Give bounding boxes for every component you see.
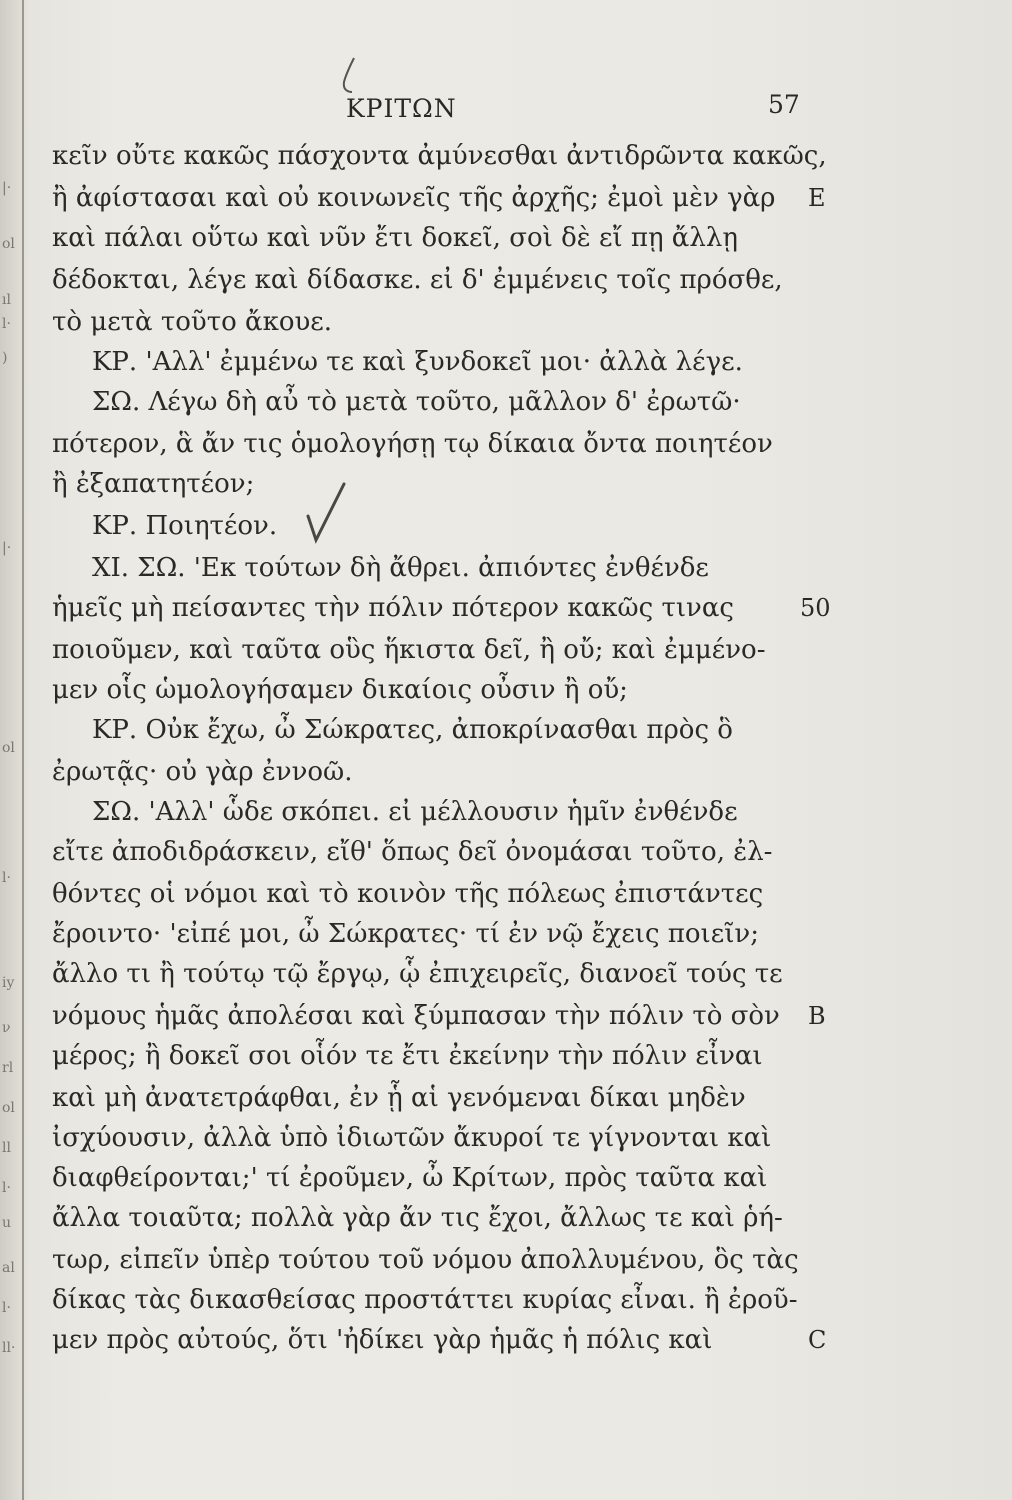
text-line: διαφθείρονται;' τί ἐροῦμεν, ὦ Κρίτων, πρὸς ταῦτα καὶ	[52, 1163, 768, 1193]
speaker-line: ΚΡ. 'Αλλ' ἐμμένω τε καὶ ξυνδοκεῖ μοι· ἀλλὰ λέγε.	[92, 347, 743, 377]
edge-mark: )	[2, 350, 8, 366]
margin-line-number: 50	[800, 594, 831, 622]
text-line: μέρος; ἢ δοκεῖ σοι οἷόν τε ἔτι ἐκείνην τὴν πόλιν εἶναι	[52, 1041, 763, 1071]
edge-mark: u	[2, 1215, 12, 1231]
edge-mark: ol	[2, 740, 15, 756]
speaker-line: ΣΩ. Λέγω δὴ αὖ τὸ μετὰ τοῦτο, μᾶλλον δ' ἐρωτῶ·	[92, 387, 741, 417]
edge-mark: ıl	[2, 292, 11, 308]
speaker-line: ΚΡ. Οὐκ ἔχω, ὦ Σώκρατες, ἀποκρίνασθαι πρὸς ὃ	[92, 715, 733, 745]
running-header	[0, 78, 1012, 128]
text-line: ἄλλο τι ἢ τούτῳ τῷ ἔργῳ, ᾧ ἐπιχειρεῖς, διανοεῖ τούς τε	[52, 959, 783, 989]
edge-mark: l·	[2, 1180, 11, 1196]
text-line: νόμους ἡμᾶς ἀπολέσαι καὶ ξύμπασαν τὴν πόλιν τὸ σὸν	[52, 1001, 780, 1031]
text-line: τωρ, εἰπεῖν ὑπὲρ τούτου τοῦ νόμου ἀπολλυμένου, ὃς τὰς	[52, 1245, 799, 1275]
text-line: ἡμεῖς μὴ πείσαντες τὴν πόλιν πότερον κακῶς τινας	[52, 593, 734, 623]
edge-mark: rl	[2, 1060, 14, 1076]
text-line: πότερον, ἃ ἄν τις ὁμολογήσῃ τῳ δίκαια ὄντα ποιητέον	[52, 429, 773, 459]
edge-mark: iy	[2, 975, 15, 991]
edge-mark: ol	[2, 1100, 15, 1116]
text-line: ἢ ἀφίστασαι καὶ οὐ κοινωνεῖς τῆς ἀρχῆς; ἐμοὶ μὲν γὰρ	[52, 183, 776, 213]
text-line: ἢ ἐξαπατητέον;	[52, 469, 255, 499]
text-line: δίκας τὰς δικασθείσας προστάττει κυρίας εἶναι. ἢ ἐροῦ-	[52, 1285, 798, 1315]
edge-mark: l·	[2, 870, 11, 886]
text-line: καὶ πάλαι οὕτω καὶ νῦν ἔτι δοκεῖ, σοὶ δὲ εἴ πῃ ἄλλῃ	[52, 223, 738, 253]
edge-mark: |·	[2, 540, 12, 556]
edge-mark: ν	[2, 1020, 11, 1036]
edge-mark: l·	[2, 316, 11, 332]
text-line: ἄλλα τοιαῦτα; πολλὰ γὰρ ἄν τις ἔχοι, ἄλλως τε καὶ ῥή-	[52, 1203, 783, 1233]
margin-section-letter: C	[808, 1326, 827, 1354]
edge-mark: al	[2, 1260, 15, 1276]
text-line: ἔροιντο· 'εἰπέ μοι, ὦ Σώκρατες· τί ἐν νῷ ἔχεις ποιεῖν;	[52, 919, 759, 949]
text-line: τὸ μετὰ τοῦτο ἄκουε.	[52, 307, 333, 337]
text-line: εἴτε ἀποδιδράσκειν, εἴθ' ὅπως δεῖ ὀνομάσαι τοῦτο, ἐλ-	[52, 837, 773, 867]
speaker-line: ΚΡ. Ποιητέον.	[92, 511, 278, 541]
running-title: ΚΡΙΤΩΝ	[346, 94, 457, 123]
page-gutter-line	[22, 0, 24, 1500]
text-line: ποιοῦμεν, καὶ ταῦτα οὓς ἥκιστα δεῖ, ἢ οὔ; καὶ ἐμμένο-	[52, 635, 766, 665]
text-line: ἰσχύουσιν, ἀλλὰ ὑπὸ ἰδιωτῶν ἄκυροί τε γίγνονται καὶ	[52, 1123, 772, 1153]
margin-section-letter: B	[808, 1002, 826, 1030]
text-line: θόντες οἱ νόμοι καὶ τὸ κοινὸν τῆς πόλεως ἐπιστάντες	[52, 879, 764, 909]
section-heading-line: XI. ΣΩ. 'Εκ τούτων δὴ ἄθρει. ἀπιόντες ἐνθένδε	[92, 553, 709, 583]
text-line: δέδοκται, λέγε καὶ δίδασκε. εἰ δ' ἐμμένεις τοῖς πρόσθε,	[52, 265, 783, 295]
text-line: κεῖν οὔτε κακῶς πάσχοντα ἀμύνεσθαι ἀντιδρῶντα κακῶς,	[52, 141, 827, 171]
checkmark-icon	[300, 478, 360, 548]
text-line: μεν οἷς ὡμολογήσαμεν δικαίοις οὖσιν ἢ οὔ;	[52, 675, 628, 705]
speaker-line: ΣΩ. 'Αλλ' ὧδε σκόπει. εἰ μέλλουσιν ἡμῖν ἐνθένδε	[92, 797, 738, 827]
edge-mark: |·	[2, 180, 12, 196]
page-number: 57	[768, 90, 800, 119]
text-line: μεν πρὸς αὐτούς, ὅτι 'ἠδίκει γὰρ ἡμᾶς ἡ πόλις καὶ	[52, 1325, 713, 1355]
edge-mark: l·	[2, 1300, 11, 1316]
text-line: καὶ μὴ ἀνατετράφθαι, ἐν ᾗ αἱ γενόμεναι δίκαι μηδὲν	[52, 1083, 746, 1113]
edge-mark: ol	[2, 236, 15, 252]
edge-mark: ll	[2, 1140, 11, 1156]
margin-section-letter: E	[808, 184, 826, 212]
edge-mark: ll·	[2, 1340, 16, 1356]
text-line: ἐρωτᾷς· οὐ γὰρ ἐννοῶ.	[52, 757, 353, 787]
